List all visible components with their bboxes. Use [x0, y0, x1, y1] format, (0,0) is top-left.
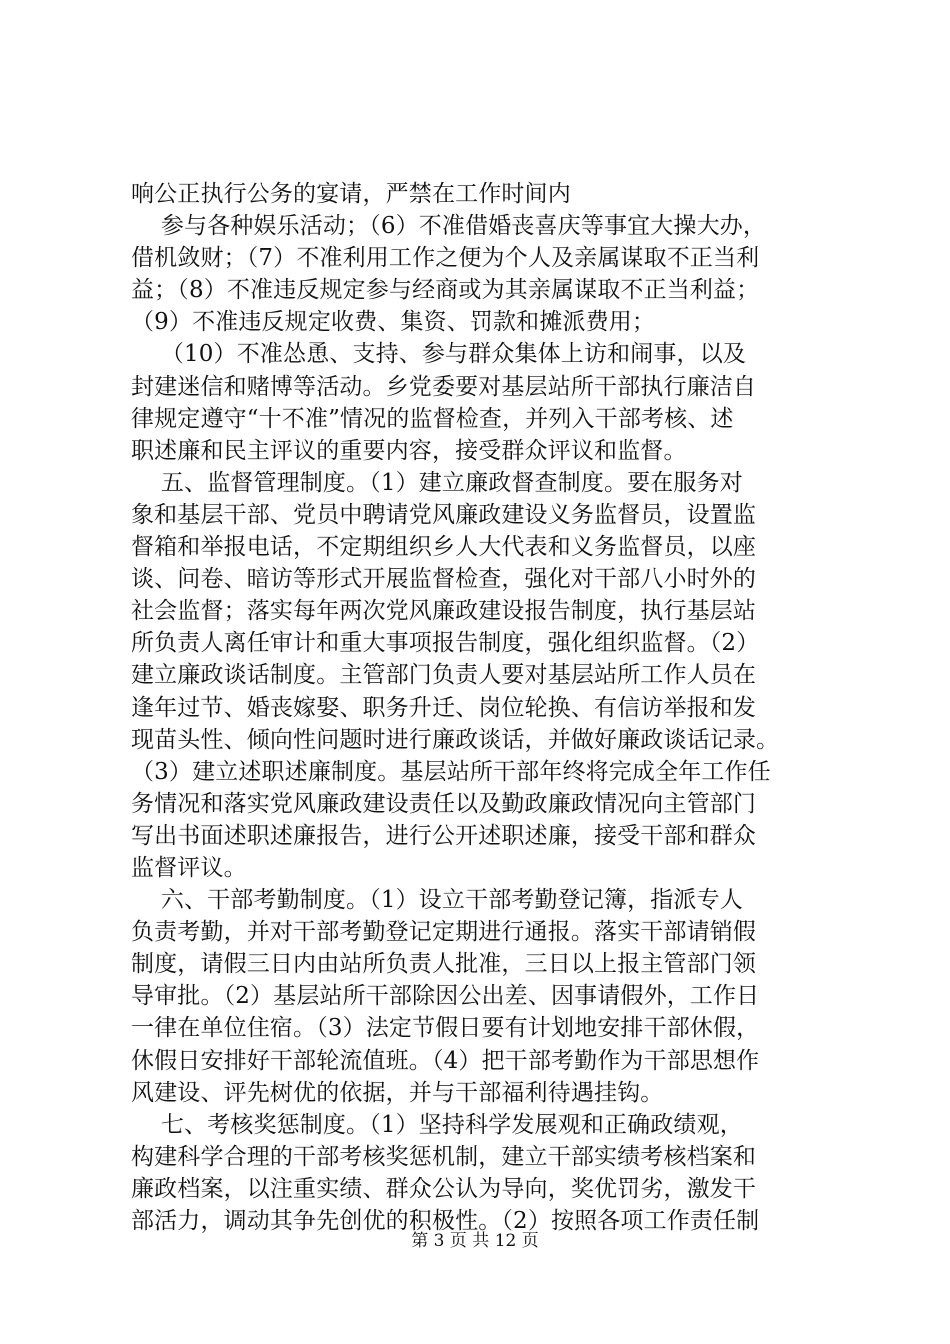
text-line: 一律在单位住宿。（3）法定节假日要有计划地安排干部休假， [131, 1015, 760, 1042]
text-line: 风建设、评先树优的依据，并与干部福利待遇挂钩。 [131, 1079, 664, 1106]
text-line: 现苗头性、倾向性问题时进行廉政谈话，并做好廉政谈话记录。 [131, 726, 780, 753]
document-body [131, 178, 831, 1237]
text-line: 参与各种娱乐活动；（6）不准借婚丧喜庆等事宜大操大办， [131, 213, 767, 240]
text-line: 督箱和举报电话，不定期组织乡人大代表和义务监督员，以座 [131, 534, 757, 561]
text-line: 制度，请假三日内由站所负责人批准，三日以上报主管部门领 [131, 951, 757, 978]
text-line: 构建科学合理的干部考核奖惩机制，建立干部实绩考核档案和 [131, 1143, 757, 1170]
text-line: 所负责人离任审计和重大事项报告制度，强化组织监督。（2） [131, 630, 760, 657]
text-line: 休假日安排好干部轮流值班。（4）把干部考勤作为干部思想作 [131, 1047, 760, 1074]
text-line: （3）建立述职述廉制度。基层站所干部年终将完成全年工作任 [131, 758, 771, 785]
text-line: 借机敛财；（7）不准利用工作之便为个人及亲属谋取不正当利 [131, 245, 760, 272]
text-line: 监督评议。 [131, 854, 247, 881]
text-line: 社会监督；落实每年两次党风廉政建设报告制度，执行基层站 [131, 598, 757, 625]
text-line: 职述廉和民主评议的重要内容，接受群众评议和监督。 [131, 437, 687, 464]
page-number-footer: 第 3 页 共 12 页 [411, 1231, 539, 1251]
text-line: 部活力，调动其争先创优的积极性。（2）按照各项工作责任制 [131, 1208, 760, 1234]
text-line: 谈、问卷、暗访等形式开展监督检查，强化对干部八小时外的 [131, 566, 757, 593]
text-line: 负责考勤，并对干部考勤登记定期进行通报。落实干部请销假 [131, 919, 757, 946]
text-line: 建立廉政谈话制度。主管部门负责人要对基层站所工作人员在 [131, 662, 757, 689]
text-line: 导审批。（2）基层站所干部除因公出差、因事请假外，工作日 [131, 983, 760, 1010]
text-line: 逢年过节、婚丧嫁娶、职务升迁、岗位轮换、有信访举报和发 [131, 694, 757, 721]
text-line: 六、干部考勤制度。（1）设立干部考勤登记簿，指派专人 [131, 887, 743, 914]
text-line: 益；（8）不准违反规定参与经商或为其亲属谋取不正当利益； [131, 277, 760, 304]
text-line: 廉政档案，以注重实绩、群众公认为导向，奖优罚劣，激发干 [131, 1175, 757, 1202]
text-line: 律规定遵守“十不准”情况的监督检查，并列入干部考核、述 [131, 405, 734, 432]
text-line: （9）不准违反规定收费、集资、罚款和摊派费用； [131, 309, 656, 336]
text-line: （10）不准怂恿、支持、参与群众集体上访和闹事，以及 [131, 341, 747, 368]
text-line: 象和基层干部、党员中聘请党风廉政建设义务监督员，设置监 [131, 501, 757, 528]
text-line: 七、考核奖惩制度。（1）坚持科学发展观和正确政绩观， [131, 1111, 743, 1138]
text-line: 务情况和落实党风廉政建设责任以及勤政廉政情况向主管部门 [131, 790, 757, 817]
text-line: 封建迷信和赌博等活动。乡党委要对基层站所干部执行廉洁自 [131, 373, 757, 400]
text-line: 写出书面述职述廉报告，进行公开述职述廉，接受干部和群众 [131, 822, 757, 849]
text-line: 五、监督管理制度。（1）建立廉政督查制度。要在服务对 [131, 469, 743, 496]
text-line: 响公正执行公务的宴请，严禁在工作时间内 [131, 181, 571, 207]
